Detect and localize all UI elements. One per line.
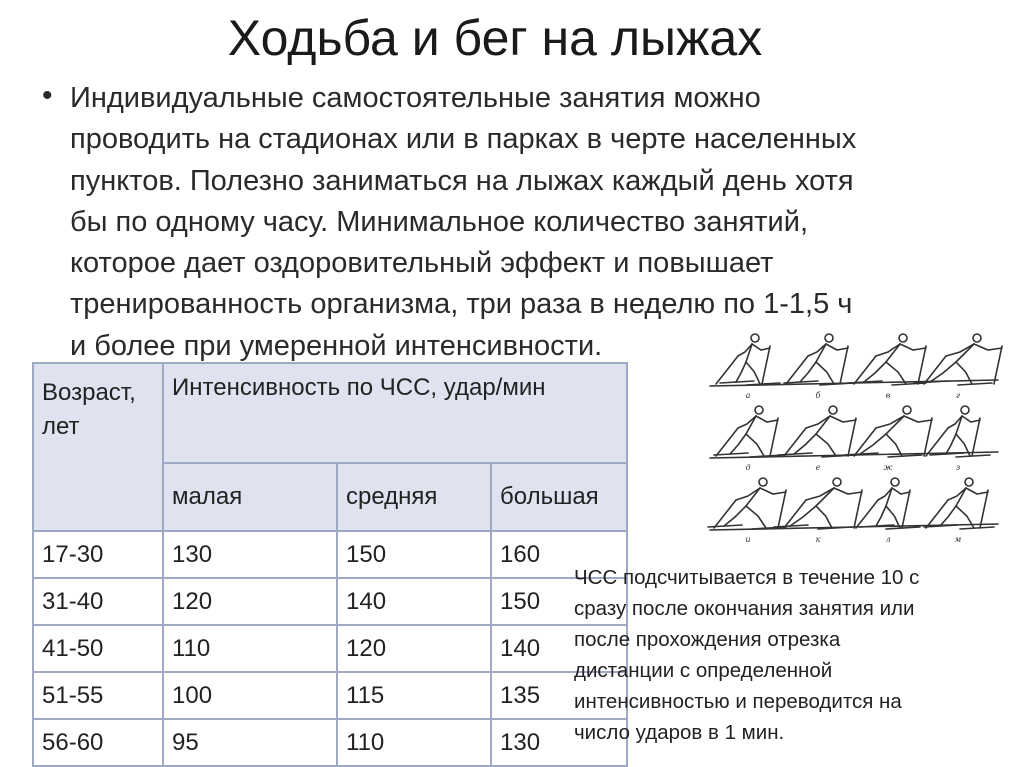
frame-letter: ж [883,463,893,472]
skier-icon [784,334,854,385]
age-cell: 41-50 [33,625,163,672]
note-line: дистанции с определенной [574,659,833,682]
skier-icon [926,406,990,457]
value-cell: 120 [163,578,337,625]
skier-icon [774,478,862,529]
frame-letter: м [954,535,962,544]
skier-icon [914,334,1002,385]
frame-letter: е [815,463,821,472]
age-header [33,363,163,531]
skier-icon [844,406,932,457]
skier-icon [708,478,786,529]
note-line: число ударов в 1 мин. [574,721,785,744]
age-header-line: лет [42,413,80,440]
note-line: сразу после окончания занятия или [574,597,915,620]
value-cell: 135 [491,672,627,719]
frame-letters [745,391,961,544]
frame-letter: и [745,535,751,544]
age-header-line: Возраст, [42,379,136,406]
table-row [33,531,627,578]
skier-icon [924,478,994,529]
paragraph-line: пунктов. Полезно заниматься на лыжах каждый день хотя [70,164,854,197]
sub-header-medium: средняя [337,463,491,531]
bullet-marker: • [42,79,53,112]
sub-header-low: малая [163,463,337,531]
note-line: интенсивностью и переводится на [574,690,902,713]
frame-letter: б [815,391,821,400]
value-cell: 120 [337,625,491,672]
value-cell: 130 [491,719,627,766]
age-cell: 17-30 [33,531,163,578]
frame-letter: к [815,535,821,544]
frame-letter: л [885,535,891,544]
value-cell: 115 [337,672,491,719]
note-line: ЧСС подсчитывается в течение 10 с [574,566,920,589]
skier-icon [714,406,784,457]
value-cell: 100 [163,672,337,719]
value-cell: 140 [491,625,627,672]
main-paragraph [70,78,1010,367]
table-row [33,578,627,625]
skiing-technique-illustration [706,326,1006,552]
value-cell: 150 [491,578,627,625]
age-cell: 31-40 [33,578,163,625]
paragraph-line: и более при умеренной интенсивности. [70,329,603,362]
skier-icon [848,334,926,385]
intensity-header: Интенсивность по ЧСС, удар/мин [163,363,627,463]
skier-figures [708,334,1002,530]
frame-letter: д [745,463,751,472]
frame-letter: а [745,391,751,400]
skier-icon [778,406,856,457]
value-cell: 140 [337,578,491,625]
note-line: после прохождения отрезка [574,628,841,651]
value-cell: 130 [163,531,337,578]
value-cell: 110 [337,719,491,766]
frame-letter: з [955,463,961,472]
table-row [33,625,627,672]
slide-title: Ходьба и бег на лыжах [227,10,763,66]
age-cell: 56-60 [33,719,163,766]
age-cell: 51-55 [33,672,163,719]
heart-rate-note [574,562,1014,748]
value-cell: 160 [491,531,627,578]
value-cell: 95 [163,719,337,766]
heart-rate-table [32,362,628,767]
paragraph-line: бы по одному часу. Минимальное количество занятий, [70,205,809,238]
skier-icon [856,478,920,529]
value-cell: 110 [163,625,337,672]
table-row [33,719,627,766]
value-cell: 150 [337,531,491,578]
sub-header-high: большая [491,463,627,531]
skier-icon [716,334,780,385]
frame-letter: г [955,391,961,400]
paragraph-line: тренированность организма, три раза в неделю по 1-1,5 ч [70,288,853,321]
paragraph-line: которое дает оздоровительный эффект и повышает [70,247,774,280]
frame-letter: в [885,391,891,400]
table-row [33,672,627,719]
paragraph-line: проводить на стадионах или в парках в черте населенных [70,123,857,156]
paragraph-line: Индивидуальные самостоятельные занятия можно [70,82,761,114]
